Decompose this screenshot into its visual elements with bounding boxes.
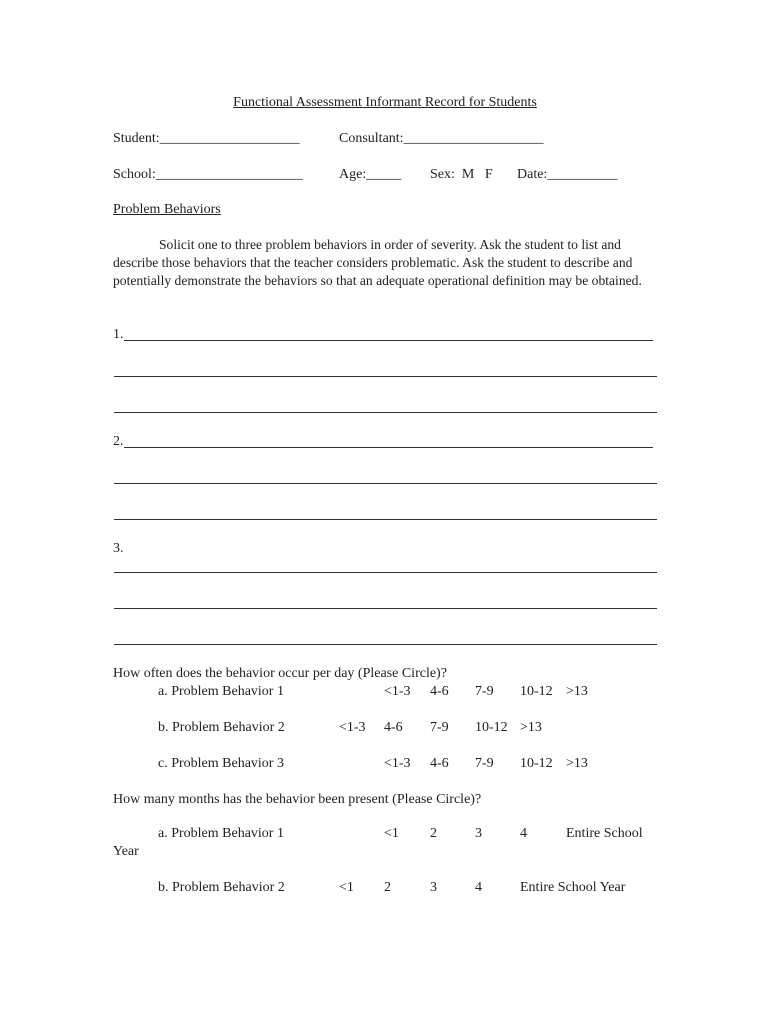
behavior-2-line-3[interactable]: [114, 519, 657, 520]
instructions-text: Solicit one to three problem behaviors in order of severity. Ask the student to list and describe those behaviors that the teacher considers problematic. Ask the student to describe and potentially demonstrate the behaviors so that an adequate operational definition may be obtained.: [113, 237, 642, 288]
behavior-2-line-2[interactable]: [114, 483, 657, 484]
behavior-1-line-2[interactable]: [114, 376, 657, 377]
behavior-3-line-2[interactable]: [114, 608, 657, 609]
sex-field[interactable]: Sex: M F: [430, 167, 493, 182]
frequency-row-c-option[interactable]: >13: [566, 756, 588, 771]
consultant-field[interactable]: Consultant:____________________: [339, 131, 544, 146]
frequency-row-a-option[interactable]: 7-9: [475, 684, 494, 699]
duration-row-b-option[interactable]: 4: [475, 880, 482, 895]
frequency-row-b-option[interactable]: 4-6: [384, 720, 403, 735]
instructions-paragraph: [113, 236, 658, 290]
duration-row-a-label: a. Problem Behavior 1: [158, 826, 284, 841]
behavior-1-line-3[interactable]: [114, 412, 657, 413]
frequency-row-b-option[interactable]: 10-12: [475, 720, 508, 735]
frequency-row-c-option[interactable]: 4-6: [430, 756, 449, 771]
behavior-3-line-3[interactable]: [114, 644, 657, 645]
frequency-question: How often does the behavior occur per day (Please Circle)?: [113, 666, 447, 681]
date-field[interactable]: Date:__________: [517, 167, 618, 182]
behavior-3-number: 3.: [113, 541, 124, 556]
duration-row-a-option[interactable]: 2: [430, 826, 437, 841]
duration-question: How many months has the behavior been present (Please Circle)?: [113, 792, 482, 807]
duration-row-a-option[interactable]: Entire School: [566, 826, 643, 841]
age-field[interactable]: Age:_____: [339, 167, 402, 182]
school-field[interactable]: School:_____________________: [113, 167, 303, 182]
problem-behaviors-heading: Problem Behaviors: [113, 202, 221, 217]
duration-row-a-option[interactable]: <1: [384, 826, 399, 841]
duration-row-a-option[interactable]: 3: [475, 826, 482, 841]
frequency-row-a-label: a. Problem Behavior 1: [158, 684, 284, 699]
frequency-row-a-option[interactable]: 10-12: [520, 684, 553, 699]
behavior-3-line-1[interactable]: [114, 572, 657, 573]
duration-row-b-option[interactable]: 3: [430, 880, 437, 895]
frequency-row-a-option[interactable]: <1-3: [384, 684, 411, 699]
frequency-row-b-label: b. Problem Behavior 2: [158, 720, 285, 735]
behavior-1-line-1[interactable]: [124, 340, 653, 341]
student-field[interactable]: Student:____________________: [113, 131, 300, 146]
frequency-row-b-option[interactable]: <1-3: [339, 720, 366, 735]
duration-row-a-wrap: Year: [113, 844, 139, 859]
form-title: Functional Assessment Informant Record for Students: [233, 95, 537, 110]
frequency-row-c-label: c. Problem Behavior 3: [158, 756, 284, 771]
frequency-row-a-option[interactable]: 4-6: [430, 684, 449, 699]
behavior-2-number: 2.: [113, 434, 124, 449]
frequency-row-c-option[interactable]: <1-3: [384, 756, 411, 771]
duration-row-b-label: b. Problem Behavior 2: [158, 880, 285, 895]
behavior-1-number: 1.: [113, 327, 124, 342]
duration-row-b-option[interactable]: 2: [384, 880, 391, 895]
duration-row-b-option[interactable]: <1: [339, 880, 354, 895]
frequency-row-c-option[interactable]: 7-9: [475, 756, 494, 771]
frequency-row-b-option[interactable]: >13: [520, 720, 542, 735]
frequency-row-c-option[interactable]: 10-12: [520, 756, 553, 771]
duration-row-a-option[interactable]: 4: [520, 826, 527, 841]
frequency-row-a-option[interactable]: >13: [566, 684, 588, 699]
behavior-2-line-1[interactable]: [124, 447, 653, 448]
frequency-row-b-option[interactable]: 7-9: [430, 720, 449, 735]
duration-row-b-option[interactable]: Entire School Year: [520, 880, 626, 895]
